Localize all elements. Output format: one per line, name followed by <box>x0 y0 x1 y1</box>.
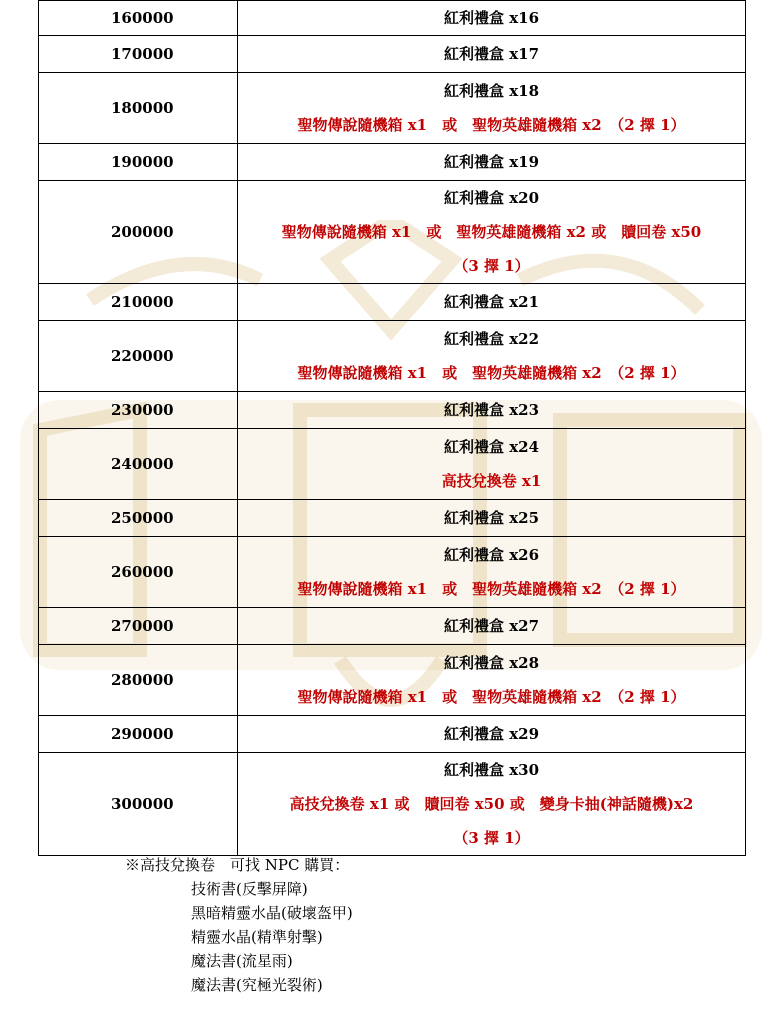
optional-reward-text: 聖物傳說隨機箱 x1 或 聖物英雄隨機箱 x2 （2 擇 1） <box>297 364 686 382</box>
reward-cell <box>238 716 746 753</box>
table-row <box>39 73 746 144</box>
optional-reward-text: （3 擇 1） <box>453 257 530 275</box>
amount-cell: 180000 <box>39 73 238 144</box>
table-row <box>39 392 746 429</box>
amount-cell: 270000 <box>39 608 238 645</box>
table-row <box>39 608 746 645</box>
table-row <box>39 144 746 181</box>
bonus-box-text: 紅利禮盒 x26 <box>443 546 540 564</box>
table-row <box>39 36 746 73</box>
bonus-box-text: 紅利禮盒 x27 <box>443 617 540 635</box>
notes-item: 黑暗精靈水晶(破壞盔甲) <box>191 904 353 922</box>
reward-cell <box>238 392 746 429</box>
optional-reward-text: 聖物傳說隨機箱 x1 或 聖物英雄隨機箱 x2 （2 擇 1） <box>297 580 686 598</box>
bonus-box-text: 紅利禮盒 x30 <box>443 761 540 779</box>
amount-cell: 290000 <box>39 716 238 753</box>
reward-cell <box>238 608 746 645</box>
bonus-box-text: 紅利禮盒 x29 <box>443 725 540 743</box>
reward-cell <box>238 753 746 856</box>
npc-purchase-notes <box>125 853 353 997</box>
bonus-box-text: 紅利禮盒 x24 <box>443 438 540 456</box>
amount-cell: 260000 <box>39 537 238 608</box>
bonus-box-text: 紅利禮盒 x17 <box>443 45 540 63</box>
optional-reward-text: 聖物傳說隨機箱 x1 或 聖物英雄隨機箱 x2 （2 擇 1） <box>297 688 686 706</box>
bonus-box-text: 紅利禮盒 x20 <box>443 189 540 207</box>
optional-reward-text: 高技兌換卷 x1 <box>441 472 542 490</box>
reward-cell <box>238 1 746 36</box>
bonus-box-text: 紅利禮盒 x18 <box>443 82 540 100</box>
optional-reward-text: 聖物傳說隨機箱 x1 或 聖物英雄隨機箱 x2 或 贖回卷 x50 <box>281 223 702 241</box>
bonus-box-text: 紅利禮盒 x19 <box>443 153 540 171</box>
amount-cell: 250000 <box>39 500 238 537</box>
reward-table <box>38 0 746 856</box>
reward-cell <box>238 537 746 608</box>
table-row <box>39 500 746 537</box>
optional-reward-text: 聖物傳說隨機箱 x1 或 聖物英雄隨機箱 x2 （2 擇 1） <box>297 116 686 134</box>
amount-cell: 230000 <box>39 392 238 429</box>
bonus-box-text: 紅利禮盒 x25 <box>443 509 540 527</box>
notes-item: 精靈水晶(精準射擊) <box>191 928 323 946</box>
table-row <box>39 537 746 608</box>
amount-cell: 210000 <box>39 284 238 321</box>
reward-cell <box>238 73 746 144</box>
bonus-box-text: 紅利禮盒 x28 <box>443 654 540 672</box>
table-row <box>39 181 746 284</box>
notes-item: 魔法書(究極光裂術) <box>191 976 323 994</box>
table-row <box>39 716 746 753</box>
amount-cell: 160000 <box>39 1 238 36</box>
amount-cell: 200000 <box>39 181 238 284</box>
table-row <box>39 321 746 392</box>
optional-reward-text: （3 擇 1） <box>453 829 530 847</box>
reward-cell <box>238 645 746 716</box>
notes-item: 魔法書(流星雨) <box>191 952 293 970</box>
reward-cell <box>238 429 746 500</box>
notes-item: 技術書(反擊屏障) <box>191 880 308 898</box>
reward-cell <box>238 321 746 392</box>
amount-cell: 220000 <box>39 321 238 392</box>
table-row <box>39 284 746 321</box>
amount-cell: 170000 <box>39 36 238 73</box>
reward-cell <box>238 144 746 181</box>
table-row <box>39 645 746 716</box>
amount-cell: 300000 <box>39 753 238 856</box>
notes-heading: ※高技兌換卷 可找 NPC 購買： <box>125 856 350 874</box>
bonus-box-text: 紅利禮盒 x22 <box>443 330 540 348</box>
table-row <box>39 429 746 500</box>
optional-reward-text: 高技兌換卷 x1 或 贖回卷 x50 或 變身卡抽(神話隨機)x2 <box>289 795 694 813</box>
table-row <box>39 753 746 856</box>
bonus-box-text: 紅利禮盒 x16 <box>443 9 540 27</box>
reward-cell <box>238 36 746 73</box>
amount-cell: 190000 <box>39 144 238 181</box>
amount-cell: 280000 <box>39 645 238 716</box>
reward-cell <box>238 181 746 284</box>
table-row <box>39 1 746 36</box>
amount-cell: 240000 <box>39 429 238 500</box>
reward-cell <box>238 284 746 321</box>
reward-cell <box>238 500 746 537</box>
bonus-box-text: 紅利禮盒 x23 <box>443 401 540 419</box>
bonus-box-text: 紅利禮盒 x21 <box>443 293 540 311</box>
